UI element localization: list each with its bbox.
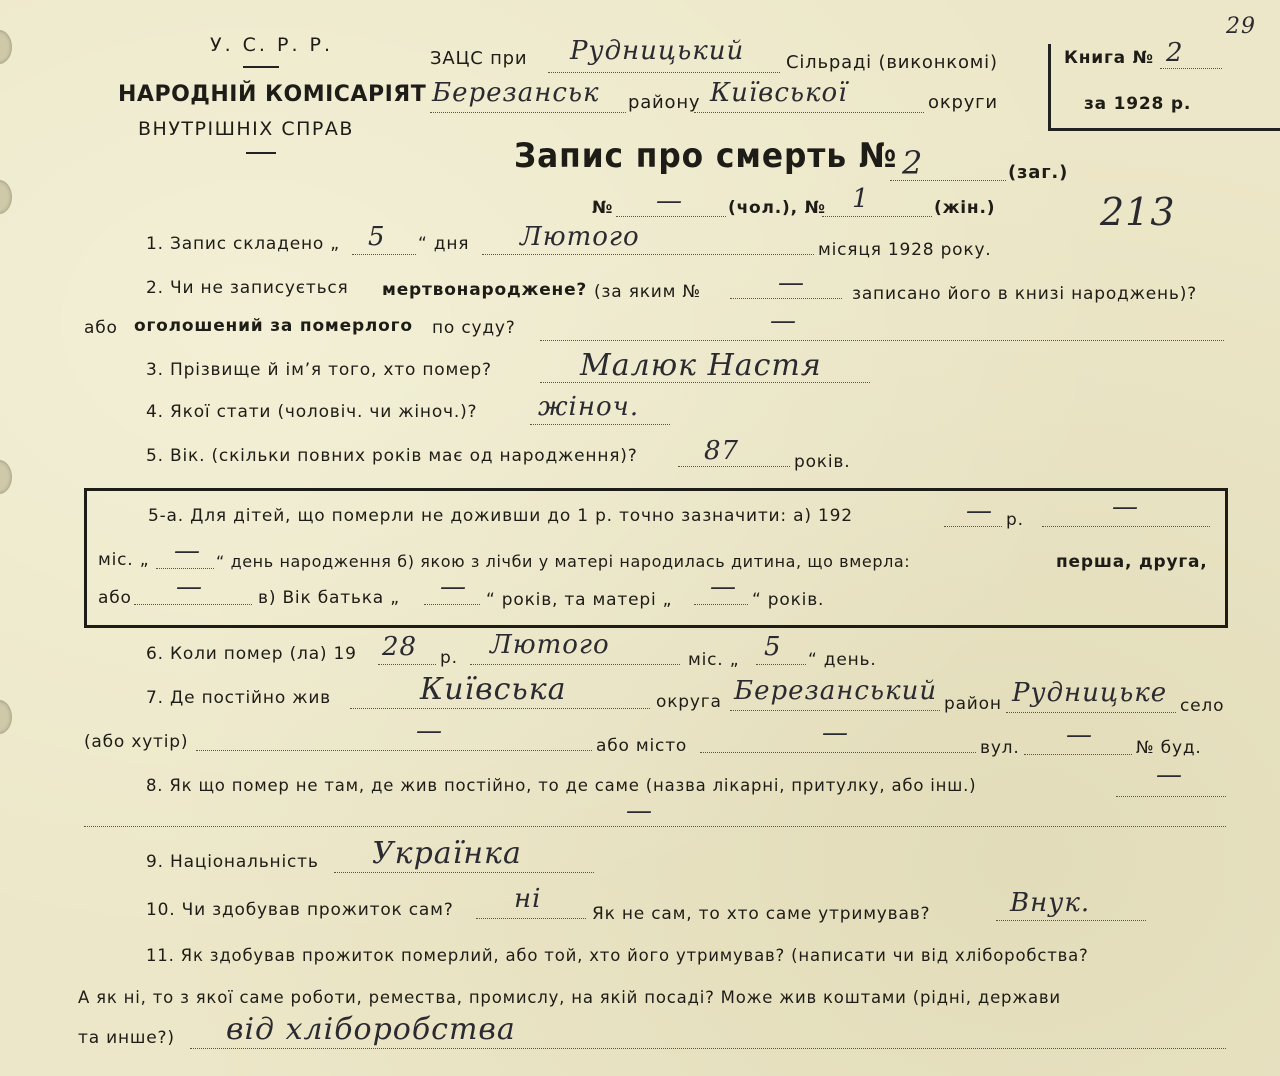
divider <box>243 66 279 68</box>
dotted-line <box>540 340 1224 341</box>
book-corner-handwritten: 29 <box>1226 14 1256 39</box>
female-label: (жін.) <box>934 198 996 218</box>
district-label: району <box>628 92 701 113</box>
dotted-line <box>1160 68 1222 69</box>
q5-label: 5. Вік. (скільки повних років має од народження)? <box>146 446 638 466</box>
internal-affairs-title: ВНУТРІШНІХ СПРАВ <box>138 118 354 140</box>
dotted-line <box>482 254 814 255</box>
q10-mid: Як не сам, то хто саме утримував? <box>592 904 931 924</box>
q7-vul-handwritten: — <box>1066 720 1093 750</box>
dotted-line <box>996 920 1146 921</box>
q8-place-handwritten: — <box>1156 760 1183 790</box>
q2-declared-dead: оголошений за померлого <box>134 316 413 336</box>
q2-court-handwritten: — <box>770 306 797 336</box>
q2-prefix: 2. Чи не записується <box>146 278 349 298</box>
male-number-handwritten: — <box>656 186 683 216</box>
book-number-handwritten: 2 <box>1166 38 1184 68</box>
q7-rayon-label: район <box>944 694 1002 714</box>
q6-year-handwritten: 28 <box>382 632 418 662</box>
q6-month-label: міс. „ <box>688 650 740 670</box>
dotted-line <box>430 112 626 113</box>
q1-prefix: 1. Запис складено „ <box>146 234 340 254</box>
dotted-line <box>530 424 670 425</box>
dotted-line <box>378 664 436 665</box>
dotted-line <box>822 216 932 217</box>
q6-prefix: 6. Коли помер (ла) 19 <box>146 644 357 664</box>
dotted-line <box>134 604 252 605</box>
q6-year-suffix: р. <box>440 648 458 668</box>
dotted-line <box>548 72 780 73</box>
okrug-handwritten: Київської <box>710 78 848 108</box>
male-label: (чол.), № <box>728 198 826 218</box>
q10-self-handwritten: ні <box>514 884 542 914</box>
q5a-birth-order: перша, друга, <box>1056 552 1208 572</box>
dotted-line <box>352 254 416 255</box>
dotted-line <box>196 750 592 751</box>
dotted-line <box>700 752 976 753</box>
q5a-line3-mid2: “ років, та матері „ <box>486 590 673 610</box>
q11-line3-prefix: та инше?) <box>78 1028 175 1048</box>
q7-okrug-label: округа <box>656 692 722 712</box>
q6-month-handwritten: Лютого <box>490 630 610 660</box>
q5a-year-suffix: р. <box>1006 510 1024 530</box>
book-year: за 1928 р. <box>1084 94 1192 114</box>
book-box-bottom <box>1048 128 1280 131</box>
q5a-line2-prefix: міс. „ <box>98 550 150 570</box>
dotted-line <box>616 216 726 217</box>
q7-khutir-label: (або хутір) <box>84 732 189 752</box>
q7-bud-label: № буд. <box>1136 738 1202 758</box>
dotted-line <box>694 604 748 605</box>
dotted-line <box>678 466 790 467</box>
dotted-line <box>470 664 680 665</box>
q5a-father-age-handwritten: — <box>440 572 467 602</box>
q11-livelihood-handwritten: від хліборобства <box>226 1012 516 1047</box>
dotted-line <box>730 298 842 299</box>
record-title: Запис про смерть № <box>514 136 898 176</box>
q5a-line1: 5-а. Для дітей, що померли не доживши до 1 р. точно зазначити: а) 192 <box>148 506 853 526</box>
general-label: (заг.) <box>1008 162 1069 183</box>
q9-nationality-handwritten: Українка <box>372 836 522 871</box>
book-label: Книга № <box>1064 48 1154 68</box>
q2-line2-prefix: або <box>84 318 118 338</box>
q5a-line3-prefix: або <box>98 588 132 608</box>
commissariat-title: НАРОДНІЙ КОМІСАРІЯТ <box>118 82 427 107</box>
binding-hole <box>0 30 12 64</box>
q6-suffix: “ день. <box>808 650 877 670</box>
q5a-line3-suffix: “ років. <box>752 590 825 610</box>
q11-line2: А як ні, то з якої саме роботи, ремества, промислу, на якій посаді? Може жив коштами (рідні, держави <box>78 988 1061 1007</box>
binding-hole <box>0 180 12 214</box>
zags-prefix: ЗАЦС при <box>430 48 528 69</box>
dotted-line <box>1006 712 1176 713</box>
q2-line2-suffix: по суду? <box>432 318 516 338</box>
q10-prefix: 10. Чи здобував прожиток сам? <box>146 900 454 920</box>
q1-month-handwritten: Лютого <box>520 222 640 252</box>
q4-label: 4. Якої стати (чоловіч. чи жіноч.)? <box>146 402 478 422</box>
dotted-line <box>694 112 924 113</box>
q5-age-handwritten: 87 <box>704 436 740 466</box>
dotted-line <box>730 710 940 711</box>
record-number-handwritten: 2 <box>902 144 924 182</box>
q3-name-handwritten: Малюк Настя <box>580 348 822 383</box>
republic-title: У. С. Р. Р. <box>210 34 334 56</box>
q7-selo-label: село <box>1180 696 1225 716</box>
q2-number-handwritten: — <box>778 268 805 298</box>
q2-stillborn: мертвонароджене? <box>382 280 588 300</box>
book-box-left <box>1048 44 1051 130</box>
q1-day-handwritten: 5 <box>368 222 386 252</box>
female-number-handwritten: 1 <box>852 184 870 214</box>
q1-suffix: місяця 1928 року. <box>818 240 992 260</box>
q5a-month-handwritten: — <box>1112 492 1139 522</box>
q10-supporter-handwritten: Внук. <box>1010 888 1091 918</box>
q5a-mother-age-handwritten: — <box>710 572 737 602</box>
binding-hole <box>0 460 12 494</box>
dotted-line <box>1116 796 1226 797</box>
q5a-line2-mid: “ день народження б) якою з лічби у матері народилась дитина, що вмерла: <box>216 552 911 571</box>
dotted-line <box>756 664 806 665</box>
binding-hole <box>0 700 12 734</box>
q8-label: 8. Як що помер не там, де жив постійно, то де саме (назва лікарні, притулку, або інш.) <box>146 776 977 795</box>
q5-suffix: років. <box>794 452 851 472</box>
q7-vul-label: вул. <box>980 738 1020 758</box>
q8-place2-handwritten: — <box>626 796 653 826</box>
dotted-line <box>424 604 480 605</box>
q7-misto-label: або місто <box>596 736 688 756</box>
okrug-label: округи <box>928 92 998 113</box>
q1-mid: “ дня <box>418 234 470 254</box>
dotted-line <box>476 918 586 919</box>
q2-suffix: записано його в книзі народжень)? <box>852 284 1197 304</box>
divider <box>246 152 276 154</box>
dotted-line <box>84 826 1226 827</box>
q7-prefix: 7. Де постійно жив <box>146 688 332 708</box>
q7-misto-handwritten: — <box>822 718 849 748</box>
zags-village-handwritten: Рудницький <box>570 36 745 66</box>
q4-sex-handwritten: жіноч. <box>538 392 640 422</box>
dotted-line <box>350 708 650 709</box>
dotted-line <box>1042 526 1210 527</box>
q6-day-handwritten: 5 <box>764 632 782 662</box>
number-label: № <box>592 198 614 218</box>
q3-label: 3. Прізвище й ім’я того, хто помер? <box>146 360 492 380</box>
district-handwritten: Березанськ <box>432 78 600 108</box>
q5a-line3-mid: в) Вік батька „ <box>258 588 400 608</box>
margin-number-handwritten: 213 <box>1100 190 1176 234</box>
q9-label: 9. Національність <box>146 852 319 872</box>
q7-khutir-handwritten: — <box>416 716 443 746</box>
dotted-line <box>944 526 1002 527</box>
q7-okrug-handwritten: Київська <box>420 672 567 707</box>
dotted-line <box>156 568 214 569</box>
q7-rayon-handwritten: Березанський <box>734 676 938 706</box>
q2-mid: (за яким № <box>594 282 701 302</box>
q5a-order-handwritten: — <box>176 572 203 602</box>
zags-suffix: Сільраді (виконкомі) <box>786 52 998 73</box>
q7-selo-handwritten: Рудницьке <box>1012 678 1168 708</box>
dotted-line <box>1024 754 1132 755</box>
q11-line1: 11. Як здобував прожиток померлий, або той, хто його утримував? (написати чи від хліборобства? <box>146 946 1089 965</box>
dotted-line <box>334 872 594 873</box>
q5a-year-handwritten: — <box>966 496 993 526</box>
dotted-line <box>190 1048 1226 1049</box>
q5a-day-handwritten: — <box>174 536 201 566</box>
